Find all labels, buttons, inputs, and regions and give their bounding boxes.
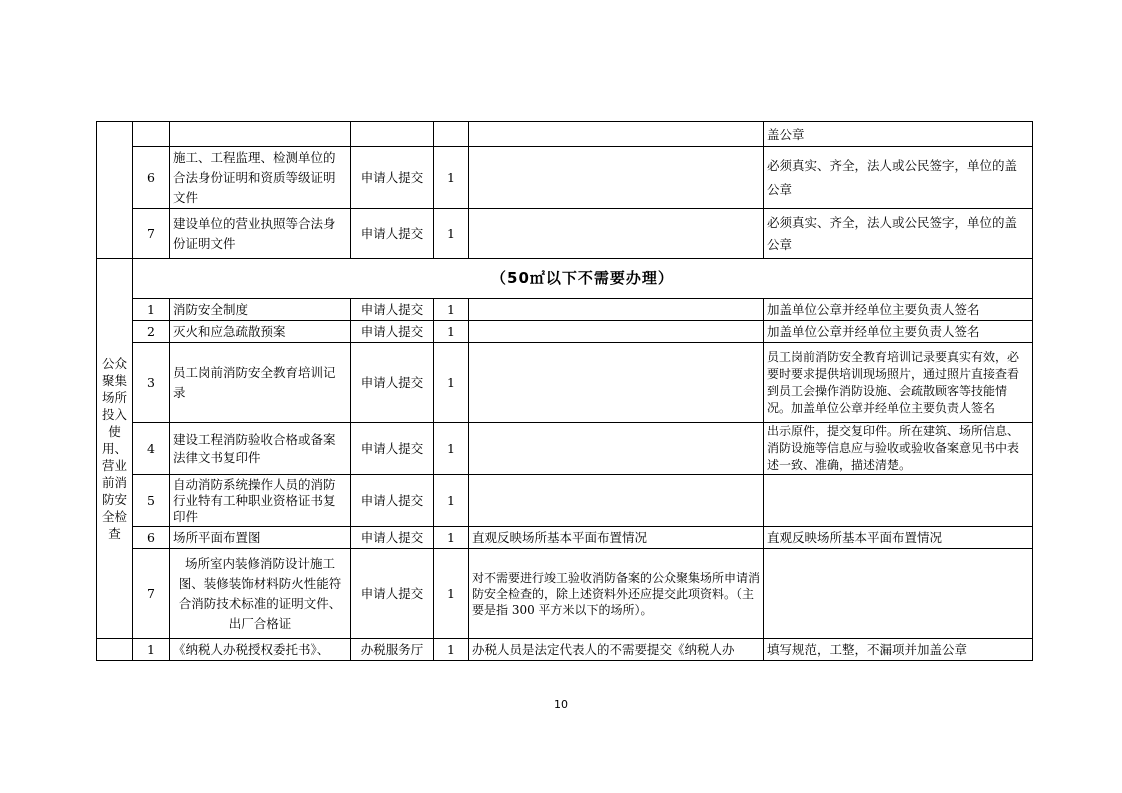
row-number: 6 <box>133 147 170 209</box>
copies-cell: 1 <box>434 639 469 661</box>
note-cell <box>469 147 764 209</box>
category-cell-prev <box>97 122 133 259</box>
table-row <box>97 423 1033 475</box>
source-cell: 申请人提交 <box>351 475 434 527</box>
note-cell <box>469 343 764 423</box>
requirement-cell: 直观反映场所基本平面布置情况 <box>764 527 1033 549</box>
section-banner: （50㎡以下不需要办理） <box>133 259 1033 299</box>
requirement-cell <box>764 475 1033 527</box>
note-cell <box>469 475 764 527</box>
item-cell: 自动消防系统操作人员的消防行业特有工种职业资格证书复印件 <box>170 475 351 527</box>
item-cell: 员工岗前消防安全教育培训记录 <box>170 343 351 423</box>
item-cell: 场所平面布置图 <box>170 527 351 549</box>
row-number: 1 <box>133 639 170 661</box>
table-row <box>97 259 1033 299</box>
source-cell <box>351 122 434 147</box>
note-cell: 办税人员是法定代表人的不需要提交《纳税人办 <box>469 639 764 661</box>
note-cell <box>469 122 764 147</box>
copies-cell: 1 <box>434 209 469 259</box>
item-cell <box>170 122 351 147</box>
requirement-cell: 加盖单位公章并经单位主要负责人签名 <box>764 321 1033 343</box>
source-cell: 申请人提交 <box>351 299 434 321</box>
note-cell <box>469 321 764 343</box>
source-cell: 申请人提交 <box>351 423 434 475</box>
row-number: 6 <box>133 527 170 549</box>
row-number: 7 <box>133 209 170 259</box>
requirement-cell: 盖公章 <box>764 122 1033 147</box>
table-row <box>97 549 1033 639</box>
table-row <box>97 299 1033 321</box>
note-cell: 直观反映场所基本平面布置情况 <box>469 527 764 549</box>
item-cell: 施工、工程监理、检测单位的合法身份证明和资质等级证明文件 <box>170 147 351 209</box>
table-row <box>97 209 1033 259</box>
requirement-cell: 员工岗前消防安全教育培训记录要真实有效，必要时要求提供培训现场照片，通过照片直接查看到员工会操作消防设施、会疏散顾客等技能情况。加盖单位公章并经单位主要负责人签名 <box>764 343 1033 423</box>
table-row <box>97 343 1033 423</box>
row-number: 7 <box>133 549 170 639</box>
copies-cell: 1 <box>434 299 469 321</box>
row-number: 3 <box>133 343 170 423</box>
item-cell: 建设工程消防验收合格或备案法律文书复印件 <box>170 423 351 475</box>
table-row <box>97 147 1033 209</box>
note-cell <box>469 299 764 321</box>
requirement-cell: 加盖单位公章并经单位主要负责人签名 <box>764 299 1033 321</box>
note-cell: 对不需要进行竣工验收消防备案的公众聚集场所申请消防安全检查的，除上述资料外还应提交此项资料。（主要是指 300 平方米以下的场所）。 <box>469 549 764 639</box>
copies-cell: 1 <box>434 527 469 549</box>
table-row <box>97 122 1033 147</box>
category-cell-tax <box>97 639 133 661</box>
row-number: 1 <box>133 299 170 321</box>
requirement-cell: 必须真实、齐全，法人或公民签字，单位的盖公章 <box>764 147 1033 209</box>
copies-cell: 1 <box>434 343 469 423</box>
note-cell <box>469 423 764 475</box>
source-cell: 办税服务厅 <box>351 639 434 661</box>
requirement-cell: 必须真实、齐全，法人或公民签字，单位的盖公章 <box>764 209 1033 259</box>
source-cell: 申请人提交 <box>351 321 434 343</box>
copies-cell: 1 <box>434 321 469 343</box>
row-number: 4 <box>133 423 170 475</box>
source-cell: 申请人提交 <box>351 343 434 423</box>
source-cell: 申请人提交 <box>351 527 434 549</box>
copies-cell: 1 <box>434 423 469 475</box>
copies-cell: 1 <box>434 475 469 527</box>
row-number: 5 <box>133 475 170 527</box>
table-row <box>97 475 1033 527</box>
item-cell: 灭火和应急疏散预案 <box>170 321 351 343</box>
copies-cell: 1 <box>434 549 469 639</box>
item-cell: 《纳税人办税授权委托书》、 <box>170 639 351 661</box>
table-row <box>97 527 1033 549</box>
source-cell: 申请人提交 <box>351 209 434 259</box>
page-number: 10 <box>554 698 568 711</box>
category-cell-fire: 公众聚集场所投入使用、营业前消防安全检查 <box>97 259 133 639</box>
table-row <box>97 639 1033 661</box>
requirement-cell <box>764 549 1033 639</box>
table-row <box>97 321 1033 343</box>
item-cell: 消防安全制度 <box>170 299 351 321</box>
requirement-cell: 填写规范，工整，不漏项并加盖公章 <box>764 639 1033 661</box>
requirements-table <box>96 121 1033 661</box>
copies-cell: 1 <box>434 147 469 209</box>
note-cell <box>469 209 764 259</box>
requirement-cell: 出示原件，提交复印件。所在建筑、场所信息、消防设施等信息应与验收或验收备案意见书中表述一致、准确，描述清楚。 <box>764 423 1033 475</box>
copies-cell <box>434 122 469 147</box>
source-cell: 申请人提交 <box>351 549 434 639</box>
item-cell: 场所室内装修消防设计施工图、装修装饰材料防火性能符合消防技术标准的证明文件、出厂合格证 <box>170 549 351 639</box>
row-number <box>133 122 170 147</box>
row-number: 2 <box>133 321 170 343</box>
item-cell: 建设单位的营业执照等合法身份证明文件 <box>170 209 351 259</box>
source-cell: 申请人提交 <box>351 147 434 209</box>
